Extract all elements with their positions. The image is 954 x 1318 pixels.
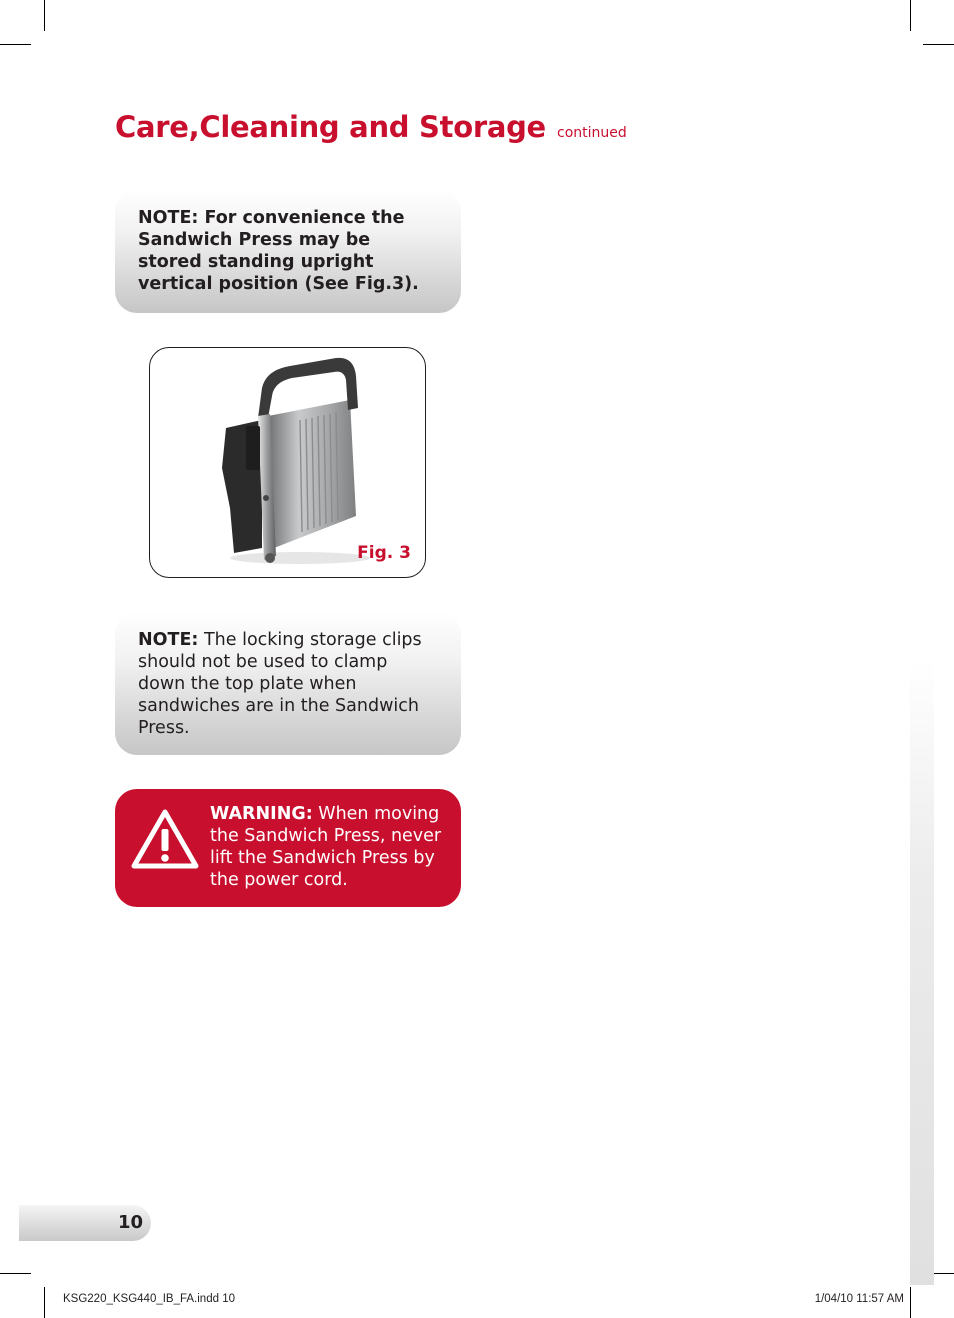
crop-mark [0, 1273, 31, 1274]
warning-body: When moving the Sandwich Press, never lift the Sandwich Press by the power cord. [210, 804, 442, 890]
clips-note-box [115, 612, 461, 755]
note-body: For convenience the Sandwich Press may be stored standing upright vertical position (See Fig.3). [138, 208, 419, 294]
page-number-tab [19, 1205, 151, 1241]
continued-label: continued [557, 125, 627, 141]
crop-mark [44, 1287, 45, 1318]
note-label: NOTE: [138, 208, 199, 228]
crop-mark [44, 0, 45, 31]
date-slug: 1/04/10 11:57 AM [814, 1293, 904, 1305]
note-body: The locking storage clips should not be used to clamp down the top plate when sandwiches are in the Sandwich Press. [138, 630, 422, 738]
crop-mark [910, 0, 911, 31]
side-gradient-strip [910, 660, 934, 1285]
warning-triangle-icon [129, 807, 201, 871]
page-header [115, 110, 627, 144]
figure-caption: Fig. 3 [357, 543, 411, 563]
crop-mark [0, 44, 31, 45]
file-slug: KSG220_KSG440_IB_FA.indd 10 [63, 1293, 235, 1305]
warning-text [210, 803, 455, 891]
figure-3-box [149, 347, 426, 578]
note-label: NOTE: [138, 630, 199, 650]
crop-mark [910, 1287, 911, 1318]
crop-mark [923, 44, 954, 45]
warning-box [115, 789, 461, 907]
clips-note-text [138, 629, 439, 739]
warning-label: WARNING: [210, 804, 313, 824]
storage-note-box [115, 190, 461, 313]
page-title: Care,Cleaning and Storage [115, 110, 546, 144]
storage-note-text [138, 207, 439, 295]
page-number: 10 [117, 1212, 143, 1233]
